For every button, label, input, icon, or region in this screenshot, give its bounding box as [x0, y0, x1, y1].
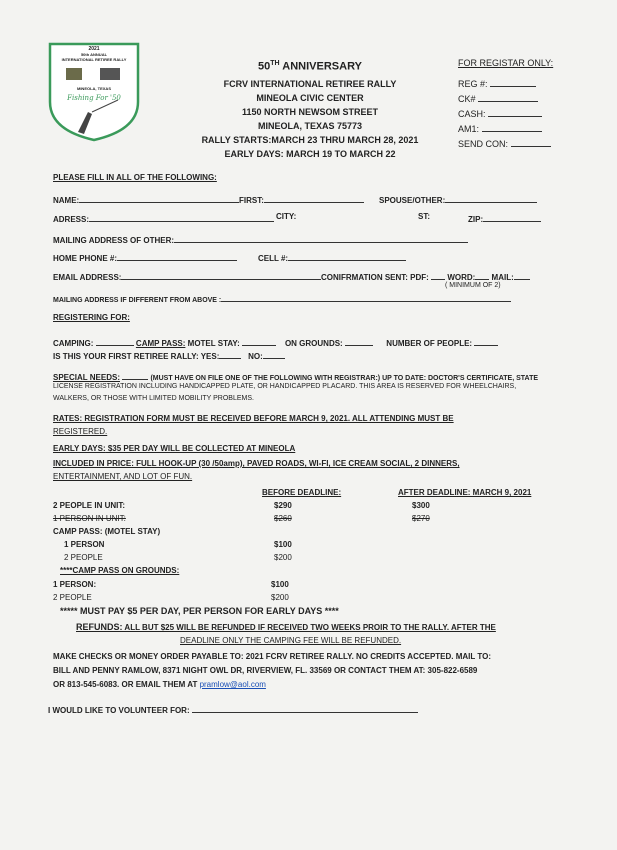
- registrar-cash: CASH:: [458, 107, 542, 119]
- rates-line1: RATES: REGISTRATION FORM MUST BE RECEIVED BEFORE MARCH 9, 2021. ALL ATTENDING MUST BE: [53, 414, 454, 423]
- city-field[interactable]: CITY:: [276, 212, 297, 221]
- fill-in-heading: PLEASE FILL IN ALL OF THE FOLLOWING:: [53, 173, 217, 182]
- refunds-line2: DEADLINE ONLY THE CAMPING FEE WILL BE REFUNDED.: [180, 636, 402, 645]
- rate-row-after: $300: [412, 501, 430, 510]
- camping-label: CAMPING:: [53, 339, 94, 348]
- rate-row-label: 1 PERSON:: [53, 580, 97, 589]
- rate-row-label: 2 PEOPLE: [64, 553, 103, 562]
- grounds-label: ON GROUNDS:: [284, 339, 343, 348]
- registrar-ck: CK#: [458, 92, 538, 104]
- camping-input[interactable]: [96, 336, 134, 346]
- header-line3: 1150 NORTH NEWSOM STREET: [241, 107, 379, 117]
- minimum-note: ( MINIMUM OF 2): [445, 282, 501, 289]
- header-line6: EARLY DAYS: MARCH 19 TO MARCH 22: [224, 149, 396, 159]
- people-input[interactable]: [474, 336, 498, 346]
- registrar-am1: AM1:: [458, 122, 542, 134]
- spouse-field[interactable]: SPOUSE/OTHER:: [379, 193, 537, 205]
- rate-row-label: 1 PERSON: [64, 540, 105, 549]
- refunds-line1: REFUNDS: ALL BUT $25 WILL BE REFUNDED IF RECEIVED TWO WEEKS PROIR TO THE RALLY. AFTER THE: [76, 622, 496, 632]
- rate-row-before: $260: [274, 514, 292, 523]
- rally-logo: [48, 42, 140, 142]
- registering-heading: REGISTERING FOR:: [53, 313, 130, 322]
- state-field[interactable]: ST:: [418, 212, 430, 221]
- confirm-field[interactable]: CONIFRMATION SENT: PDF: WORD: MAIL:: [321, 270, 530, 282]
- home-phone-field[interactable]: HOME PHONE #:: [53, 251, 237, 263]
- mailing-other-field[interactable]: MAILING ADDRESS OF OTHER:: [53, 233, 468, 245]
- rate-row-before: $200: [271, 593, 289, 602]
- address-field[interactable]: ADRESS:: [53, 212, 274, 224]
- header-line5: RALLY STARTS:MARCH 23 THRU MARCH 28, 2021: [201, 135, 419, 145]
- name-field[interactable]: NAME:: [53, 193, 239, 205]
- cell-field[interactable]: CELL #:: [258, 251, 406, 263]
- early-days-note: ***** MUST PAY $5 PER DAY, PER PERSON FOR EARLY DAYS ****: [60, 606, 339, 616]
- special-needs-row: SPECIAL NEEDS: (MUST HAVE ON FILE ONE OF THE FOLLOWING WITH REGISTRAR:) UP TO DATE: DOCTOR'S CERTIFICATE, STATE: [53, 370, 538, 382]
- motel-label: MOTEL STAY:: [187, 339, 240, 348]
- email-field[interactable]: EMAIL ADDRESS:: [53, 270, 321, 282]
- email-link[interactable]: pramlow@aol.com: [199, 680, 266, 689]
- rate-row-label: 2 PEOPLE IN UNIT:: [53, 501, 126, 510]
- special-text3: WALKERS, OR THOSE WITH LIMITED MOBILITY PROBLEMS.: [53, 395, 254, 402]
- first-rally-row: IS THIS YOUR FIRST RETIREE RALLY: YES: NO:: [53, 349, 285, 361]
- logo-location: MINEOLA, TEXAS: [76, 86, 111, 91]
- registrar-title: FOR REGISTAR ONLY:: [458, 58, 554, 68]
- rate-row-before: $290: [274, 501, 292, 510]
- mailing-diff-field[interactable]: MAILING ADDRESS IF DIFFERENT FROM ABOVE :: [53, 292, 511, 304]
- motel-input[interactable]: [242, 336, 276, 346]
- registrar-reg: REG #:: [458, 77, 536, 89]
- header-line1: FCRV INTERNATIONAL RETIREE RALLY: [223, 79, 397, 89]
- camp-pass-label: CAMP PASS:: [135, 339, 186, 348]
- registrar-send-con: SEND CON:: [458, 137, 551, 149]
- payment-line2: BILL AND PENNY RAMLOW, 8371 NIGHT OWL DR, RIVERVIEW, FL. 33569 OR CONTACT THEM AT: 305-822-6589: [53, 666, 478, 675]
- rates-line2: REGISTERED.: [53, 427, 108, 436]
- zip-field[interactable]: ZIP:: [468, 212, 541, 224]
- rate-row-before: $200: [274, 553, 292, 562]
- included2: ENTERTAINMENT, AND LOT OF FUN.: [53, 472, 193, 481]
- grounds-input[interactable]: [345, 336, 373, 346]
- special-needs-input[interactable]: [122, 370, 148, 380]
- header-line4: MINEOLA, TEXAS 75773: [257, 121, 363, 131]
- registering-row: [53, 336, 498, 348]
- before-deadline-header: BEFORE DEADLINE:: [262, 488, 342, 497]
- included1: INCLUDED IN PRICE: FULL HOOK-UP (30 /50amp), PAVED ROADS, WI-FI, ICE CREAM SOCIAL, 2 DINNERS,: [53, 459, 460, 468]
- anniversary-title: 50TH ANNIVERSARY: [258, 60, 362, 73]
- special-text2: LICENSE REGISTRATION INCLUDING HANDICAPPED PLATE, OR HANDICAPPED PLACARD. THIS AREA IS RESERVED FOR WHEELCHAIRS,: [53, 383, 517, 390]
- rate-row-label: ****CAMP PASS ON GROUNDS:: [60, 566, 180, 575]
- first-field[interactable]: FIRST:: [239, 193, 364, 205]
- payment-line3: OR 813-545-6083. OR EMAIL THEM AT pramlow@aol.com: [53, 680, 266, 689]
- no-input[interactable]: [263, 349, 285, 359]
- rate-row-after: $270: [412, 514, 430, 523]
- rate-row-label: 1 PERSON IN UNIT:: [53, 514, 126, 523]
- rate-row-label: 2 PEOPLE: [53, 593, 92, 602]
- volunteer-field[interactable]: I WOULD LIKE TO VOLUNTEER FOR:: [48, 703, 418, 715]
- rate-row-label: CAMP PASS: (MOTEL STAY): [53, 527, 161, 536]
- header-line2: MINEOLA CIVIC CENTER: [256, 93, 364, 103]
- payment-line1: MAKE CHECKS OR MONEY ORDER PAYABLE TO: 2021 FCRV RETIREE RALLY. NO CREDITS ACCEPTED. MAIL TO:: [53, 652, 491, 661]
- logo-year: 2021: [88, 46, 100, 52]
- people-label: NUMBER OF PEOPLE:: [386, 339, 473, 348]
- logo-subtitle2: INTERNATIONAL RETIREE RALLY: [61, 57, 127, 62]
- logo-script: Fishing For '50: [67, 94, 121, 102]
- early-days-row: EARLY DAYS: $35 PER DAY WILL BE COLLECTED AT MINEOLA: [53, 444, 296, 453]
- rate-row-before: $100: [271, 580, 289, 589]
- rate-row-before: $100: [274, 540, 292, 549]
- logo-subtitle1: 50th ANNUAL: [80, 52, 108, 57]
- yes-input[interactable]: [219, 349, 241, 359]
- after-deadline-header: AFTER DEADLINE: MARCH 9, 2021: [398, 488, 532, 497]
